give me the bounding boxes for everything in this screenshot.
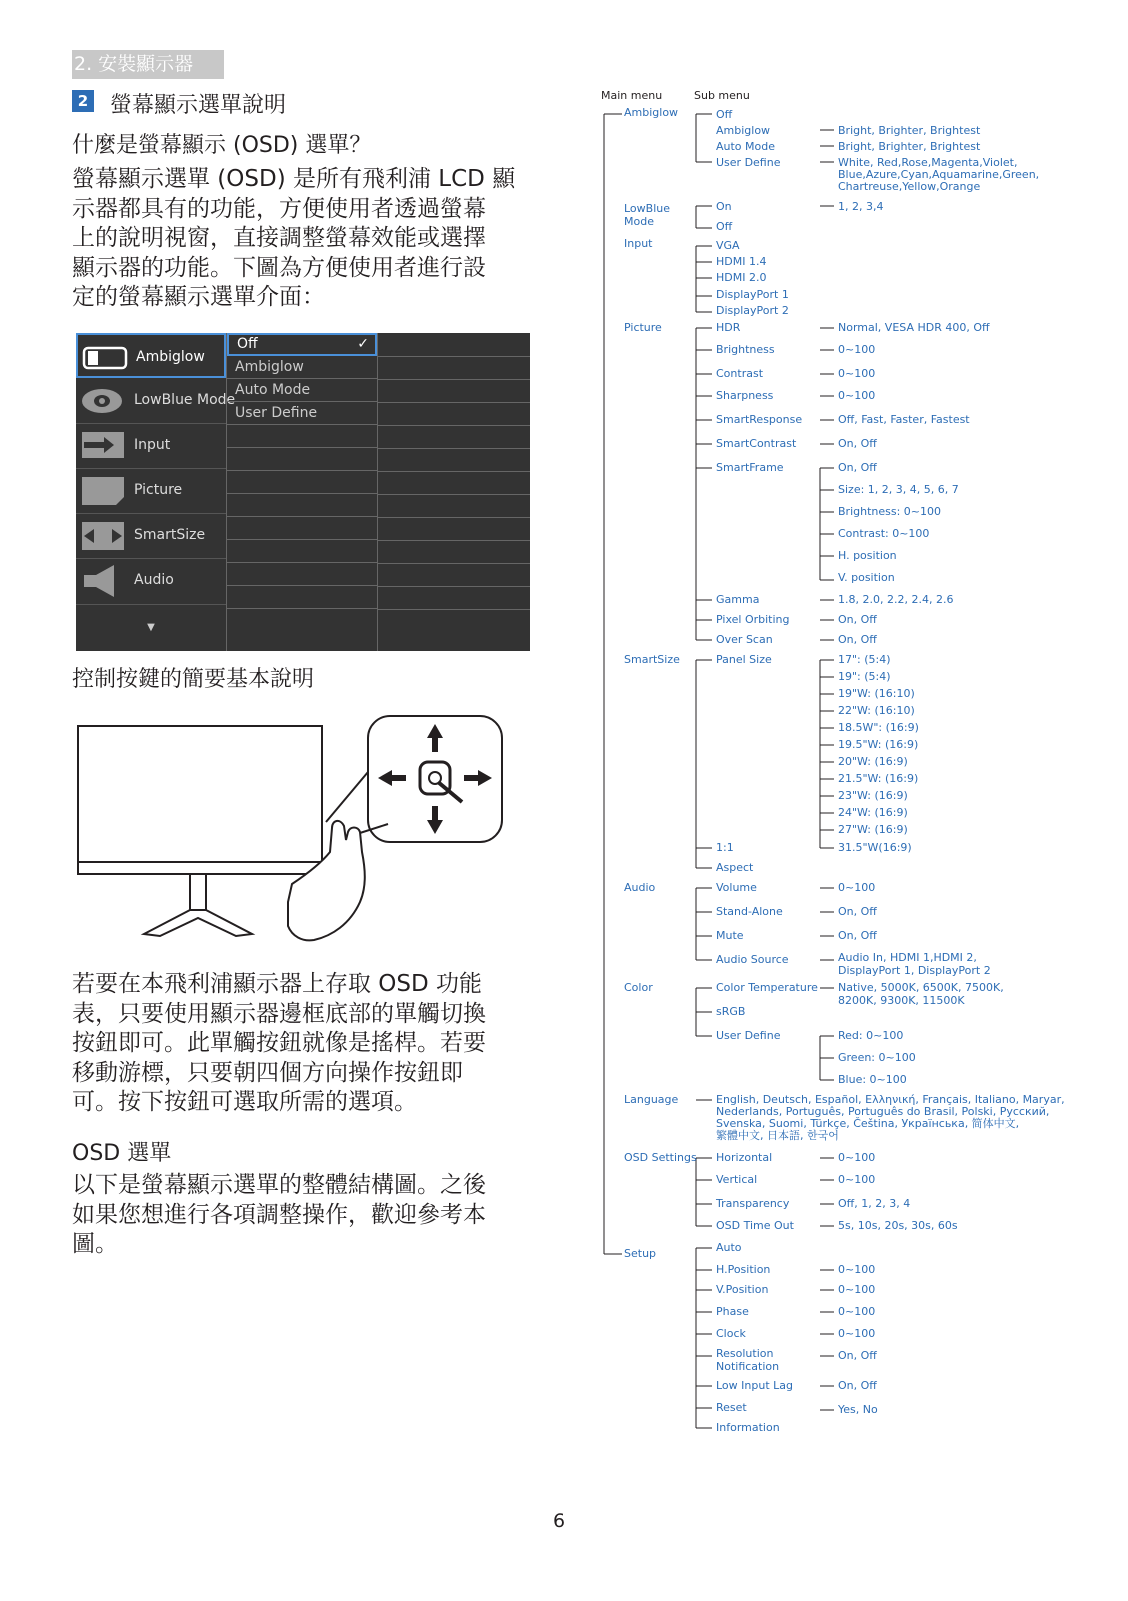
osd-sub-item: Auto Mode <box>227 379 377 402</box>
osd-main-label: LowBlue Mode <box>134 392 236 408</box>
tree-value: 31.5"W(16:9) <box>838 841 912 854</box>
osd-main-label: Picture <box>134 482 183 498</box>
tree-value: Nederlands, Português, Português do Brasil, Polski, Русский, <box>716 1105 1050 1118</box>
tree-main-item: Mode <box>624 215 654 228</box>
tree-value: 19": (5:4) <box>838 670 891 683</box>
tree-sub-item: Transparency <box>716 1197 790 1210</box>
tree-sub-item: Aspect <box>716 861 754 874</box>
tree-sub-item: Vertical <box>716 1173 758 1186</box>
text-line: 螢幕顯示選單 (OSD) 是所有飛利浦 LCD 顯 <box>72 166 516 192</box>
tree-value: On, Off <box>838 905 877 918</box>
tree-sub-item: Sharpness <box>716 389 774 402</box>
tree-sub-item: DisplayPort 1 <box>716 288 789 301</box>
tree-sub-item: Off <box>716 108 733 121</box>
tree-sub-item: Horizontal <box>716 1151 773 1164</box>
tree-sub-item: User Define <box>716 1029 781 1042</box>
tree-value: Audio In, HDMI 1,HDMI 2, <box>838 951 977 964</box>
tree-value: Green: 0~100 <box>838 1051 916 1064</box>
tree-sub-item: Pixel Orbiting <box>716 613 790 626</box>
tree-header-sub: Sub menu <box>694 89 750 102</box>
tree-value: 23"W: (16:9) <box>838 789 908 802</box>
tree-value: Chartreuse,Yellow,Orange <box>838 180 981 193</box>
tree-value: 20"W: (16:9) <box>838 755 908 768</box>
text-line: 顯示器的功能。下圖為方便使用者進行設 <box>72 254 486 281</box>
tree-value: Blue,Azure,Cyan,Aquamarine,Green, <box>838 168 1040 181</box>
text-line: 若要在本飛利浦顯示器上存取 OSD 功能 <box>72 971 483 997</box>
osd-main-label: Ambiglow <box>136 349 205 365</box>
tree-main-item: Input <box>624 237 653 250</box>
tree-value: 0~100 <box>838 1151 876 1164</box>
text-line: 按鈕即可。此單觸按鈕就像是搖桿。若要 <box>72 1030 486 1056</box>
tree-sub-item: Resolution <box>716 1347 774 1360</box>
tree-sub-item: Gamma <box>716 593 760 606</box>
tree-value: On, Off <box>838 1349 877 1362</box>
tree-value: 17": (5:4) <box>838 653 891 666</box>
tree-main-item: LowBlue <box>624 202 671 215</box>
tree-sub-item: On <box>716 200 732 213</box>
tree-sub-item: Brightness <box>716 343 775 356</box>
tree-value: 5s, 10s, 20s, 30s, 60s <box>838 1219 958 1232</box>
tree-value: 19"W: (16:10) <box>838 687 915 700</box>
tree-sub-item: Reset <box>716 1401 747 1414</box>
tree-value: Red: 0~100 <box>838 1029 904 1042</box>
osd-main-label: SmartSize <box>134 527 206 543</box>
tree-sub-item: Clock <box>716 1327 746 1340</box>
tree-value: Bright, Brighter, Brightest <box>838 124 981 137</box>
tree-value: On, Off <box>838 1379 877 1392</box>
tree-sub-item: Auto Mode <box>716 140 776 153</box>
tree-main-item: Setup <box>624 1247 657 1260</box>
osd-sub-label: Off <box>237 336 258 352</box>
tree-value: 繁體中文, 日本語, 한국어 <box>716 1129 839 1142</box>
tree-value: 0~100 <box>838 1173 876 1186</box>
tree-sub-item: HDR <box>716 321 741 334</box>
tree-value: On, Off <box>838 461 877 474</box>
tree-main-item: SmartSize <box>624 653 680 666</box>
tree-value: Size: 1, 2, 3, 4, 5, 6, 7 <box>838 483 959 496</box>
tree-sub-item: OSD Time Out <box>716 1219 794 1232</box>
tree-value: DisplayPort 1, DisplayPort 2 <box>838 964 991 977</box>
control-heading: 控制按鍵的簡要基本說明 <box>72 667 315 692</box>
tree-value: Off, Fast, Faster, Fastest <box>838 413 970 426</box>
tree-sub-item: SmartFrame <box>716 461 784 474</box>
tree-value: 0~100 <box>838 367 876 380</box>
tree-value: On, Off <box>838 929 877 942</box>
tree-sub-item: H.Position <box>716 1263 771 1276</box>
tree-value: Normal, VESA HDR 400, Off <box>838 321 990 334</box>
tree-value: Native, 5000K, 6500K, 7500K, <box>838 981 1004 994</box>
tree-value: 1, 2, 3,4 <box>838 200 884 213</box>
page-number: 6 <box>553 1510 566 1532</box>
tree-value: 0~100 <box>838 1283 876 1296</box>
section-tab: 2. 安裝顯示器 <box>72 50 224 79</box>
tree-value: On, Off <box>838 633 877 646</box>
tree-sub-item: Volume <box>716 881 757 894</box>
tree-sub-item: Stand-Alone <box>716 905 783 918</box>
osd-scroll-down-icon: ▼ <box>147 622 155 633</box>
tree-sub-item: Audio Source <box>716 953 789 966</box>
text-line: 上的說明視窗，直接調整螢幕效能或選擇 <box>72 225 486 251</box>
tree-sub-item: SmartContrast <box>716 437 797 450</box>
heading-number-badge: 2 <box>72 90 94 112</box>
tree-value: 0~100 <box>838 1327 876 1340</box>
tree-sub-item: HDMI 1.4 <box>716 255 767 268</box>
text-line: 以下是螢幕顯示選單的整體結構圖。之後 <box>72 1172 486 1198</box>
text-line: 定的螢幕顯示選單介面： <box>72 284 325 310</box>
tree-value: 0~100 <box>838 1305 876 1318</box>
tree-sub-item: Ambiglow <box>716 124 771 137</box>
heading-title: 螢幕顯示選單說明 <box>110 93 287 118</box>
tree-main-item: Picture <box>624 321 662 334</box>
tree-sub-item: 1:1 <box>716 841 734 854</box>
tree-value: 0~100 <box>838 343 876 356</box>
tree-value: Bright, Brighter, Brightest <box>838 140 981 153</box>
osd-heading: OSD 選單 <box>72 1141 172 1166</box>
tree-sub-item: Notification <box>716 1360 780 1373</box>
tree-value: 0~100 <box>838 881 876 894</box>
tree-main-item: Color <box>624 981 653 994</box>
tree-value: 0~100 <box>838 389 876 402</box>
tree-sub-item: Color Temperature <box>716 981 818 994</box>
tree-value: 24"W: (16:9) <box>838 806 908 819</box>
tree-header-main: Main menu <box>601 89 663 102</box>
tree-value: Brightness: 0~100 <box>838 505 942 518</box>
osd-sub-item: User Define <box>227 402 377 425</box>
tree-sub-item: Phase <box>716 1305 749 1318</box>
tree-sub-item: V.Position <box>716 1283 769 1296</box>
tree-sub-item: Over Scan <box>716 633 773 646</box>
tree-sub-item: sRGB <box>716 1005 746 1018</box>
tree-value: 18.5W": (16:9) <box>838 721 919 734</box>
tree-sub-item: Low Input Lag <box>716 1379 793 1392</box>
tree-value: H. position <box>838 549 897 562</box>
tree-sub-item: Contrast <box>716 367 764 380</box>
tree-value: White, Red,Rose,Magenta,Violet, <box>838 156 1018 169</box>
tree-value: 21.5"W: (16:9) <box>838 772 919 785</box>
tree-value: 8200K, 9300K, 11500K <box>838 994 965 1007</box>
text-line: 圖。 <box>72 1231 118 1257</box>
tree-value: On, Off <box>838 613 877 626</box>
text-line: 可。按下按鈕可選取所需的選項。 <box>72 1089 417 1115</box>
osd-main-label: Audio <box>134 572 174 588</box>
tree-value: 27"W: (16:9) <box>838 823 908 836</box>
tree-value: V. position <box>838 571 895 584</box>
tree-sub-item: VGA <box>716 239 740 252</box>
osd-main-label: Input <box>134 437 171 453</box>
tree-value: 1.8, 2.0, 2.2, 2.4, 2.6 <box>838 593 954 606</box>
tree-value: 19.5"W: (16:9) <box>838 738 919 751</box>
tree-value: Contrast: 0~100 <box>838 527 930 540</box>
question-heading: 什麼是螢幕顯示 (OSD) 選單？ <box>72 133 372 158</box>
tree-sub-item: Mute <box>716 929 744 942</box>
tree-sub-item: Off <box>716 220 733 233</box>
tree-sub-item: DisplayPort 2 <box>716 304 789 317</box>
tree-value: Blue: 0~100 <box>838 1073 907 1086</box>
osd-sub-item: Ambiglow <box>227 356 377 379</box>
tree-sub-item: Auto <box>716 1241 742 1254</box>
tree-main-item: Audio <box>624 881 656 894</box>
tree-value: Svenska, Suomi, Türkçe, Čeština, Українська, 简体中文, <box>716 1117 1020 1130</box>
tree-sub-item: Panel Size <box>716 653 772 666</box>
tree-main-item: Language <box>624 1093 679 1106</box>
tree-sub-item: Information <box>716 1421 780 1434</box>
tree-sub-item: User Define <box>716 156 781 169</box>
text-line: 表，只要使用顯示器邊框底部的單觸切換 <box>72 1000 486 1027</box>
tree-value: Off, 1, 2, 3, 4 <box>838 1197 911 1210</box>
tree-value: Yes, No <box>838 1403 878 1416</box>
tree-value: On, Off <box>838 437 877 450</box>
text-line: 如果您想進行各項調整操作，歡迎參考本 <box>72 1201 486 1228</box>
tree-value: English, Deutsch, Español, Ελληνική, Français, Italiano, Maryar, <box>716 1093 1065 1106</box>
tree-sub-item: SmartResponse <box>716 413 803 426</box>
tree-main-item: OSD Settings <box>624 1151 697 1164</box>
tree-value: 0~100 <box>838 1263 876 1276</box>
tree-main-item: Ambiglow <box>624 106 679 119</box>
tree-value: 22"W: (16:10) <box>838 704 915 717</box>
text-line: 示器都具有的功能，方便使用者透過螢幕 <box>72 195 486 222</box>
tree-sub-item: HDMI 2.0 <box>716 271 767 284</box>
check-icon: ✓ <box>357 336 369 352</box>
text-line: 移動游標，只要朝四個方向操作按鈕即 <box>72 1059 463 1086</box>
